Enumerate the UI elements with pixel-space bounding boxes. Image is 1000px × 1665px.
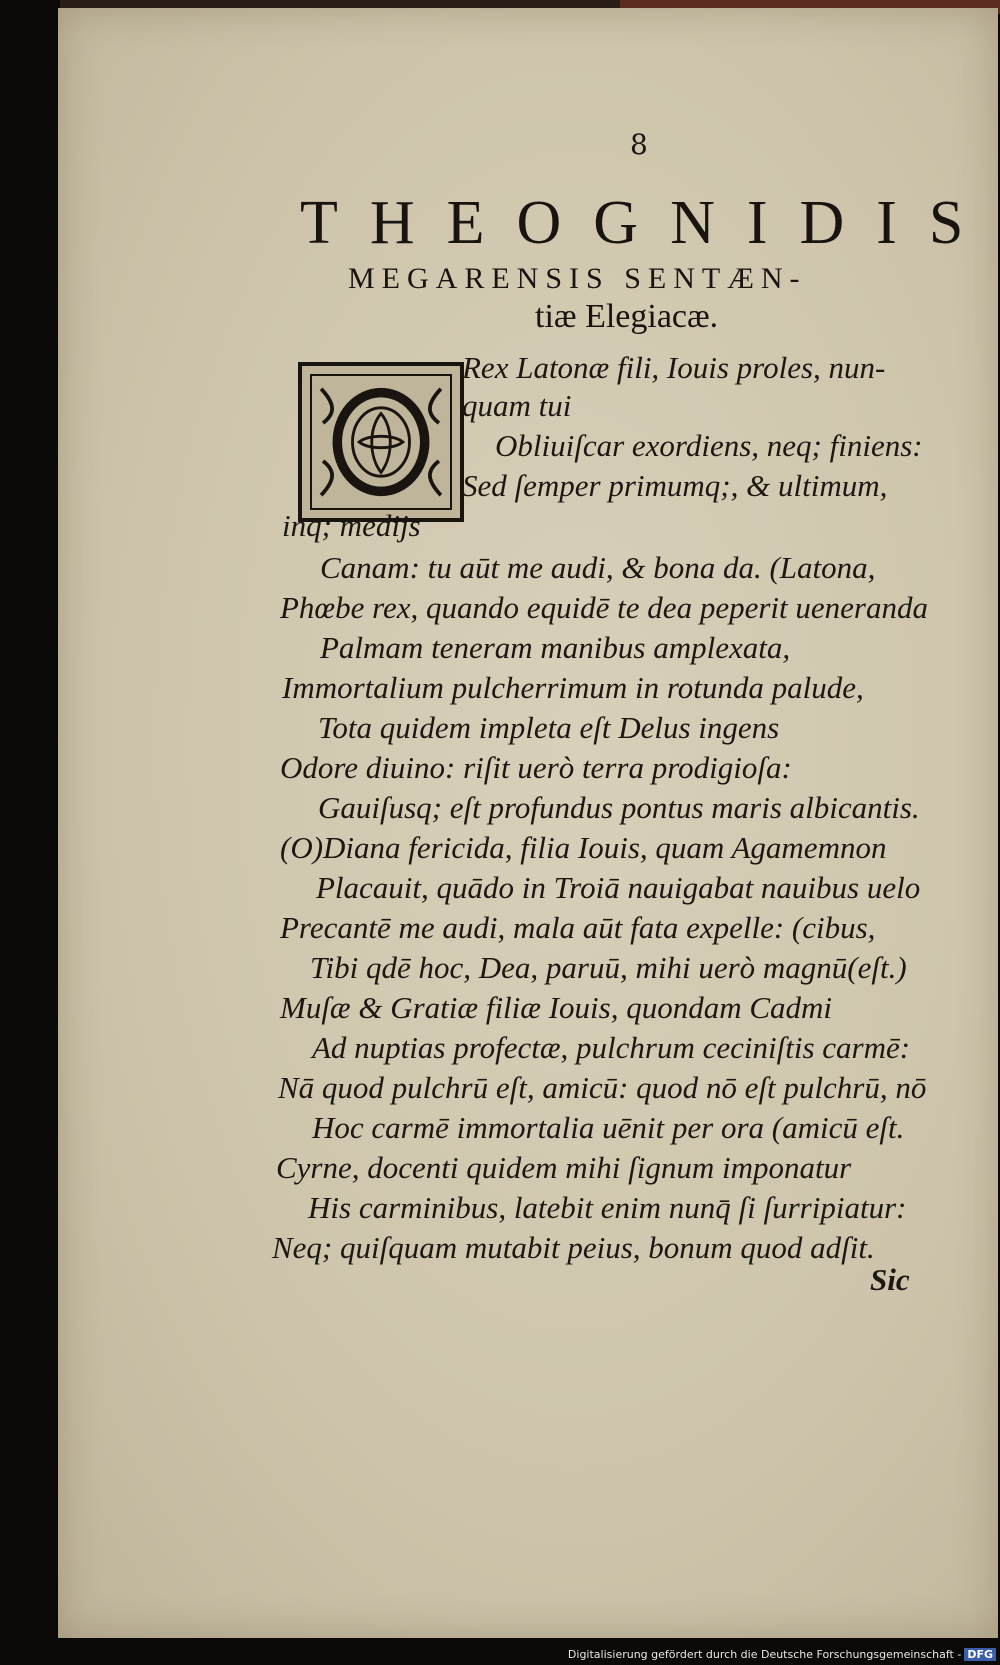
- text-line: Precantē me audi, mala aūt fata expelle: (cibus,: [280, 910, 876, 945]
- text-line: inq; medijs: [282, 508, 421, 543]
- page-number: 8: [630, 128, 648, 161]
- text-line: Tota quidem impleta eſt Delus ingens: [318, 710, 780, 745]
- decorated-initial-o-icon: [298, 362, 464, 522]
- text-line: Nā quod pulchrū eſt, amicū: quod nō eſt pulchrū, nō: [278, 1070, 927, 1105]
- subtitle-line-2: tiæ Elegiacæ.: [535, 298, 719, 335]
- subtitle-line-1: MEGARENSIS SENTÆN-: [348, 262, 807, 295]
- text-line: Odore diuino: riſit uerò terra prodigioſa:: [280, 750, 792, 785]
- text-line: Hoc carmē immortalia uēnit per ora (amicū eſt.: [312, 1110, 905, 1145]
- book-edge-top: [60, 0, 620, 8]
- text-line: Neq; quiſquam mutabit peius, bonum quod adſit.: [272, 1230, 875, 1265]
- text-line: Palmam teneram manibus amplexata,: [320, 630, 791, 665]
- text-line: (O)Diana fericida, filia Iouis, quam Agamemnon: [280, 830, 887, 865]
- text-line: His carminibus, latebit enim nunq̄ ſi ſurripiatur:: [308, 1190, 907, 1225]
- text-line: Cyrne, docenti quidem mihi ſignum imponatur: [276, 1150, 852, 1185]
- text-line: Rex Latonæ fili, Iouis proles, nun-: [462, 350, 886, 385]
- text-line: Tibi qdē hoc, Dea, paruū, mihi uerò magnū(eſt.): [310, 950, 907, 985]
- text-line: Ad nuptias profectæ, pulchrum ceciniſtis carmē:: [312, 1030, 911, 1065]
- page-title: THEOGNIDIS: [300, 189, 996, 257]
- text-line: Sed ſemper primumq;, & ultimum,: [462, 468, 888, 503]
- text-line: quam tui: [462, 388, 572, 423]
- text-line: Placauit, quādo in Troiā nauigabat nauibus uelo: [316, 870, 921, 905]
- text-line: Immortalium pulcherrimum in rotunda palude,: [282, 670, 864, 705]
- text-line: Obliuiſcar exordiens, neq; finiens:: [495, 428, 923, 463]
- text-line: Canam: tu aūt me audi, & bona da. (Latona,: [320, 550, 876, 585]
- credit-text: Digitalisierung gefördert durch die Deutsche Forschungsgemeinschaft -: [567, 1648, 962, 1661]
- text-line: Gauiſusq; eſt profundus pontus maris albicantis.: [318, 790, 920, 825]
- digitization-credit: [568, 1648, 996, 1661]
- catchword: Sic: [870, 1262, 910, 1297]
- text-line: Phœbe rex, quando equidē te dea peperit ueneranda: [280, 590, 928, 625]
- dfg-logo-icon: DFG: [964, 1648, 996, 1661]
- text-line: Muſæ & Gratiæ filiæ Iouis, quondam Cadmi: [280, 990, 833, 1025]
